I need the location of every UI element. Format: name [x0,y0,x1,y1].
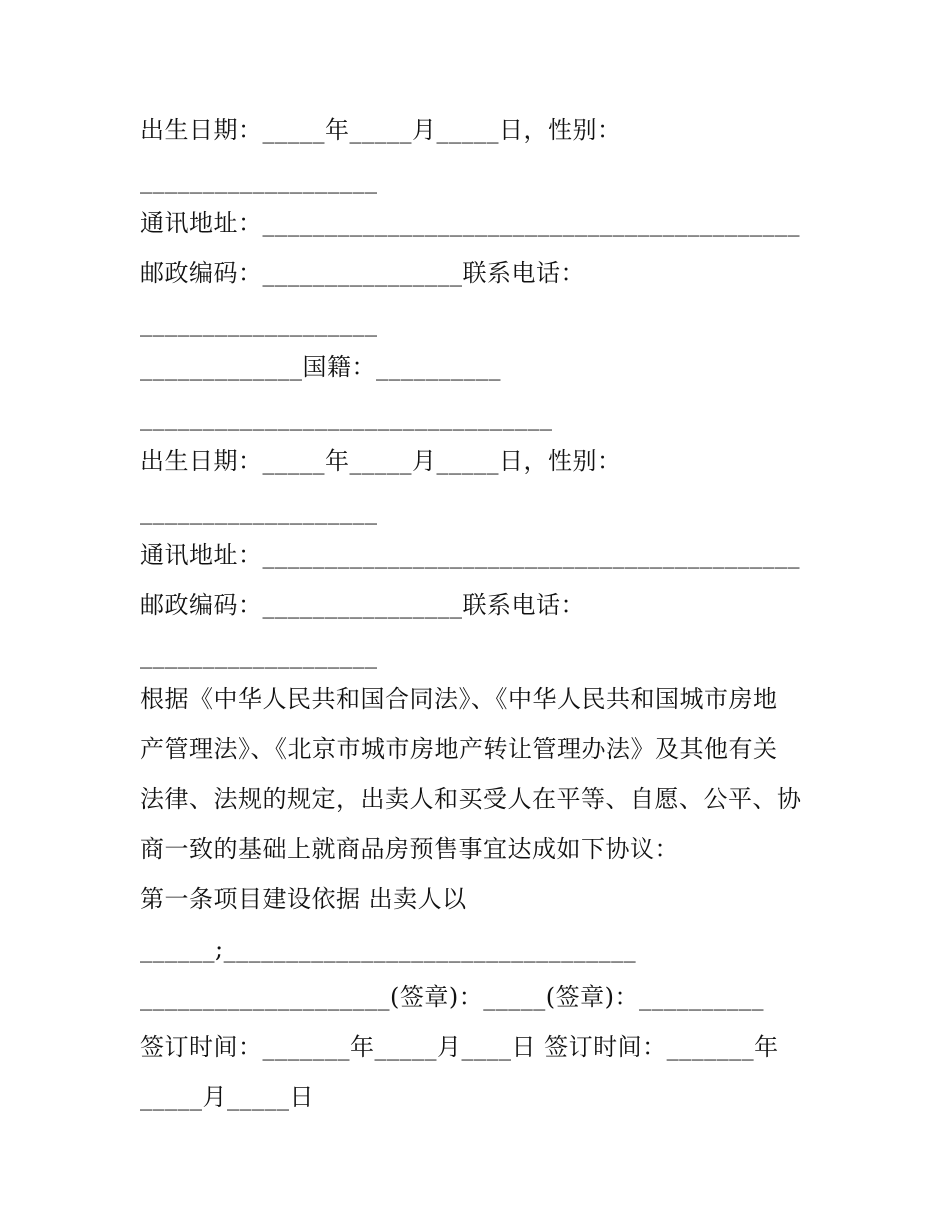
blank-line: _________________________________ [140,403,553,431]
gender-blank-line-1: ___________________ [140,166,378,194]
phone-blank-line-2: ___________________ [140,641,378,669]
address-line-2: 通讯地址：___________________________________________ [140,541,800,569]
preamble-line-2: 产管理法》、《北京市城市房地产转让管理办法》及其他有关 [140,735,778,763]
birth-date-line-2: 出生日期：_____年_____月_____日，性别： [140,447,622,475]
signing-date-continuation: _____月_____日 [140,1083,314,1111]
preamble-line-4: 商一致的基础上就商品房预售事宜达成如下协议： [140,835,679,863]
signature-line: ____________________(签章)：_____(签章)：__________ [140,983,764,1011]
article-one-heading: 第一条项目建设依据 出卖人以 [140,885,467,913]
phone-blank-line-1: ___________________ [140,309,378,337]
postal-phone-line-1: 邮政编码：________________联系电话： [140,259,585,287]
birth-date-line-1: 出生日期：_____年_____月_____日，性别： [140,116,622,144]
signing-date-line: 签订时间：_______年_____月____日 签订时间：_______年 [140,1033,779,1061]
preamble-line-1: 根据《中华人民共和国合同法》、《中华人民共和国城市房地 [140,685,778,713]
address-line-1: 通讯地址：___________________________________________ [140,209,800,237]
gender-blank-line-2: ___________________ [140,497,378,525]
postal-phone-line-2: 邮政编码：________________联系电话： [140,591,585,619]
preamble-line-3: 法律、法规的规定，出卖人和买受人在平等、自愿、公平、协 [140,785,802,813]
article-one-blank: ______;_________________________________ [140,935,637,963]
nationality-line: _____________国籍：__________ [140,353,501,381]
